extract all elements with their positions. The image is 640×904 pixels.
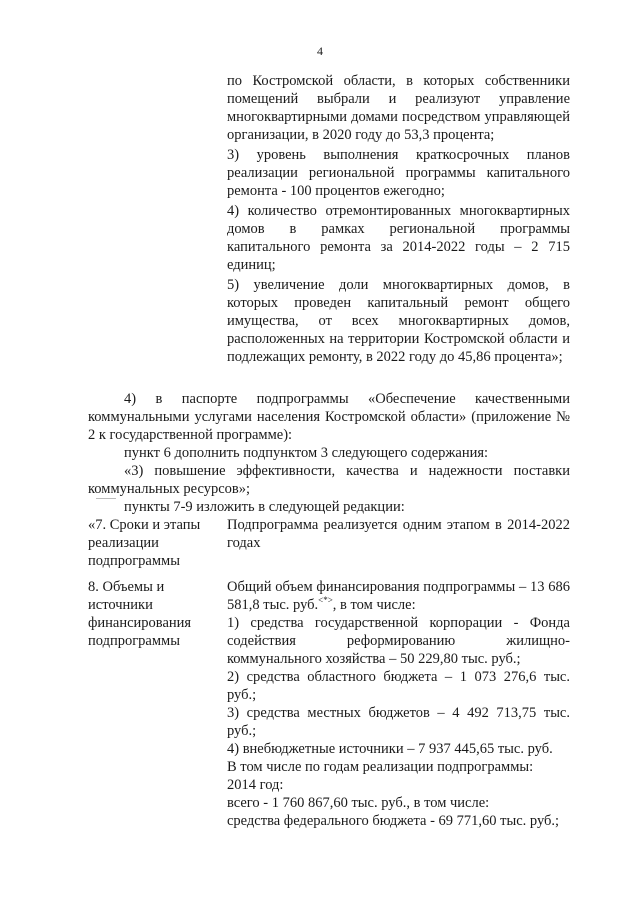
financing-line: В том числе по годам реализации подпрограммы: <box>227 759 534 775</box>
body-paragraph: пункт 6 дополнить подпунктом 3 следующего содержания: <box>124 445 489 461</box>
total-tail: , в том числе: <box>332 597 416 613</box>
row-text: Подпрограмма реализуется одним этапом в 2014-2022 годах <box>227 517 570 551</box>
financing-line: 3) средства местных бюджетов – 4 492 713,75 тыс. руб.; <box>227 705 570 739</box>
row-label: «7. Сроки и этапы реализации подпрограммы <box>88 517 201 569</box>
continued-indicators <box>227 72 570 368</box>
financing-line: 4) внебюджетные источники – 7 937 445,65 тыс. руб. <box>227 741 553 757</box>
indicator-paragraph: 5) увеличение доли многоквартирных домов, в которых проведен капитальный ремонт общего имущества, от всех многоквартирных домов, расположенных на территории Костромской области и подлежащих ремонту, в 2022 году до 45,86 процента»; <box>227 277 570 365</box>
page-number: 4 <box>317 44 323 58</box>
indicator-paragraph: 3) уровень выполнения краткосрочных планов реализации региональной программы капитального ремонта - 100 процентов ежегодно; <box>227 147 570 199</box>
financing-total <box>227 578 570 614</box>
total-text: Общий объем финансирования подпрограммы – 13 686 581,8 тыс. руб. <box>227 579 570 613</box>
financing-line: всего - 1 760 867,60 тыс. руб., в том числе: <box>227 795 490 811</box>
body-paragraph: пункты 7-9 изложить в следующей редакции: <box>124 499 405 515</box>
row-content <box>227 516 570 552</box>
footnote-mark: <*> <box>318 595 333 606</box>
row-label: 8. Объемы и источники финансирования подпрограммы <box>88 579 192 649</box>
financing-line: 2) средства областного бюджета – 1 073 276,6 тыс. руб.; <box>227 669 570 703</box>
indicator-paragraph: 4) количество отремонтированных многоквартирных домов в рамках региональной программы капитального ремонта за 2014-2022 годы – 2 715 единиц; <box>227 203 570 273</box>
amendment-paragraphs <box>88 390 570 516</box>
financing-line: 2014 год: <box>227 777 284 793</box>
body-paragraph: «3) повышение эффективности, качества и надежности поставки коммунальных ресурсов»; <box>88 463 570 497</box>
scan-artifact <box>96 498 116 499</box>
row-content <box>227 578 570 830</box>
indicator-paragraph: по Костромской области, в которых собственники помещений выбрали и реализуют управление многоквартирными домами посредством управляющей организации, в 2020 году до 53,3 процента; <box>227 73 570 143</box>
financing-line: средства федерального бюджета - 69 771,60 тыс. руб.; <box>227 813 560 829</box>
body-paragraph: 4) в паспорте подпрограммы «Обеспечение качественными коммунальными услугами населения Костромской области» (приложение № 2 к государственной программе): <box>88 391 570 443</box>
financing-line: 1) средства государственной корпорации - Фонда содействия реформированию жилищно-коммунального хозяйства – 50 229,80 тыс. руб.; <box>227 615 570 667</box>
